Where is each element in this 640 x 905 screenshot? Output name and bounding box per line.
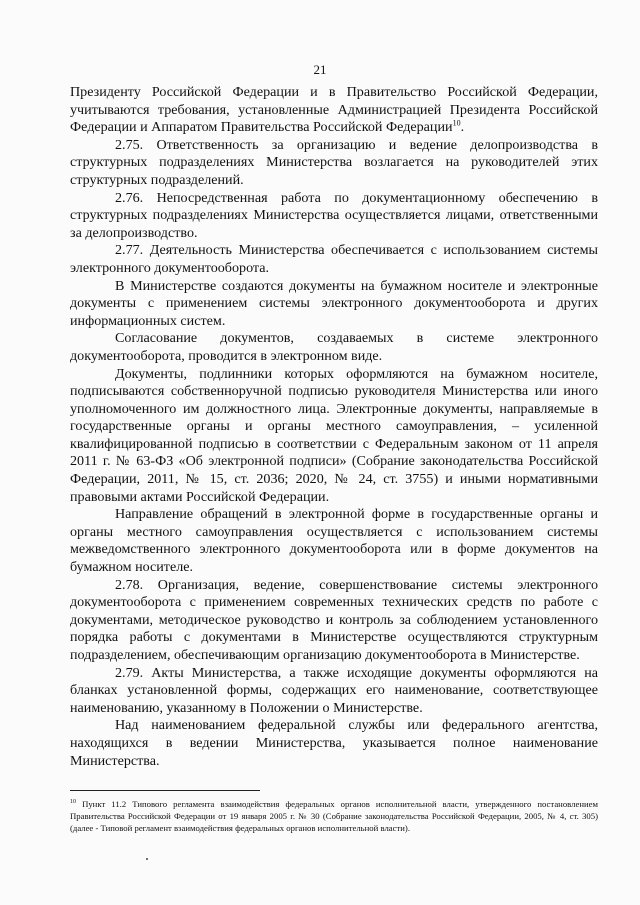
footnote: [70, 798, 598, 835]
paragraph-continuation: [70, 84, 598, 137]
footnote-reference[interactable]: 10: [452, 118, 461, 128]
page-number: 21: [313, 62, 327, 77]
paragraph-2-75: 2.75. Ответственность за организацию и ведение делопроизводства в структурных подразделениях Министерства возлагается на руководителей этих структурных подразделений.: [70, 136, 598, 188]
paragraph-2-79: 2.79. Акты Министерства, а также исходящие документы оформляются на бланках установленной формы, содержащих его наименование, соответствующее наименованию, указанному в Положении о Министерстве.: [70, 664, 598, 716]
paragraph-approval: Согласование документов, создаваемых в системе электронного документооборота, проводится в электронном виде.: [70, 330, 598, 364]
footnote-divider: [70, 790, 260, 791]
paragraph-signatures: Документы, подлинники которых оформляются на бумажном носителе, подписываются собственноручной подписью руководителя Министерства или иного уполномоченного им должностного лица. Электронные документы, направляемые в государственные органы и органы местного самоуправления, – усиленной квалифицированной подписью в соответствии с Федеральным законом от 11 апреля 2011 г. № 63-ФЗ «Об электронной подписи» (Собрание законодательства Российской Федерации, 2011, № 15, ст. 2036; 2020, № 24, ст. 3755) и иными нормативными правовыми актами Российской Федерации.: [70, 365, 598, 505]
paragraph-electronic-requests: Направление обращений в электронной форме в государственные органы и органы местного самоуправления осуществляется с использованием системы межведомственного электронного документооборота или в форме документов на бумажном носителе.: [70, 506, 598, 576]
body-text: [70, 84, 598, 770]
footnote-text: Пункт 11.2 Типового регламента взаимодействия федеральных органов исполнительной власти, утвержденного постановлением Правительства Российской Федерации от 19 января 2005 г. № 30 (Собрание законодательства Российской Федерации, 2005, № 4, ст. 305) (далее - Типовой регламент взаимодействия федеральных органов исполнительной власти).: [70, 799, 598, 834]
paragraph-2-77: 2.77. Деятельность Министерства обеспечивается с использованием системы электронного документооборота.: [70, 242, 598, 276]
footnote-mark: 10: [70, 799, 76, 806]
scan-speck: [146, 858, 148, 860]
paragraph-text: Президенту Российской Федерации и в Правительство Российской Федерации, учитываются требования, установленные Администрацией Президента Российской Федерации и Аппаратом Правительства Российской Федерации: [70, 84, 598, 136]
paragraph-2-78: 2.78. Организация, ведение, совершенствование системы электронного документооборота с применением современных технических средств по работе с документами, методическое руководство и контроль за соблюдением установленного порядка работы с документами в Министерстве осуществляются структурным подразделением, обеспечивающим организацию документооборота в Министерстве.: [70, 576, 598, 663]
paragraph-2-76: 2.76. Непосредственная работа по документационному обеспечению в структурных подразделениях Министерства осуществляется лицами, ответственными за делопроизводство.: [70, 189, 598, 241]
paragraph-tail: .: [460, 119, 465, 136]
paragraph-documents-created: В Министерстве создаются документы на бумажном носителе и электронные документы с применением системы электронного документооборота и других информационных систем.: [70, 277, 598, 329]
paragraph-agency-heading: Над наименованием федеральной службы или федерального агентства, находящихся в ведении Министерства, указывается полное наименование Министерства.: [70, 717, 598, 769]
